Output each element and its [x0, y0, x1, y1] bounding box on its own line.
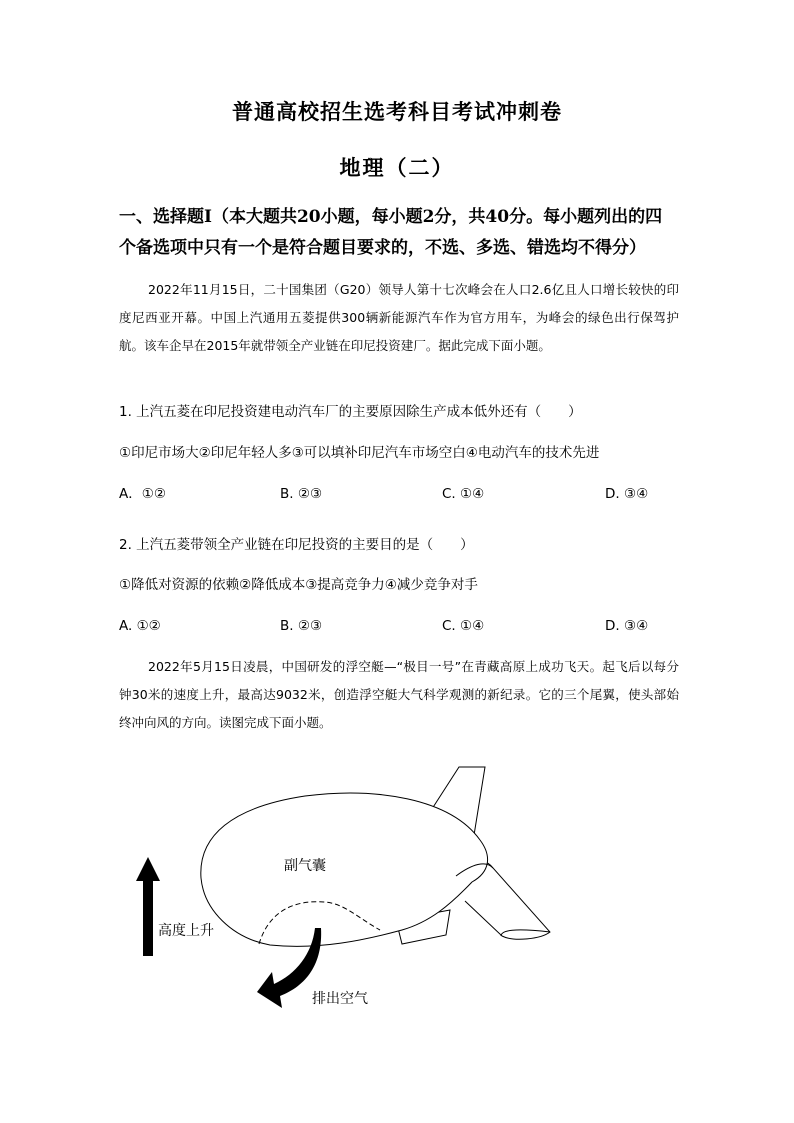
- question-1-stem: 1. 上汽五菱在印尼投资建电动汽车厂的主要原因除生产成本低外还有（ ）: [119, 404, 582, 420]
- section-heading: 一、选择题Ⅰ（本大题共20小题，每小题2分，共40分。每小题列出的四个备选项中只有一个是符合题目要求的，不选、多选、错选均不得分）: [119, 207, 663, 258]
- question-2-stem: 2. 上汽五菱带领全产业链在印尼投资的主要目的是（ ）: [119, 537, 474, 553]
- passage-text: 2022年11月15日，二十国集团（G20）领导人第十七次峰会在人口2.6亿且人口增长较快的印度尼西亚开幕。中国上汽通用五菱提供300辆新能源汽车作为官方用车，为峰会的绿色出行保驾护航。该车企早在2015年就带领全产业链在印尼投资建厂。据此完成下面小题。: [119, 282, 679, 353]
- choice-c: C. ①④: [442, 618, 485, 634]
- question-1-statements: ①印尼市场大②印尼年轻人多③可以填补印尼汽车市场空白④电动汽车的技术先进: [119, 445, 600, 461]
- exhaust-air-label: 排出空气: [312, 991, 368, 1007]
- choice-a: A. ①②: [119, 618, 161, 634]
- question-2-statements: ①降低对资源的依赖②降低成本③提高竞争力④减少竞争对手: [119, 577, 478, 593]
- question-2-choices: [119, 616, 679, 636]
- subject-title: 地理（二）: [339, 155, 455, 180]
- up-arrow-icon: [136, 857, 160, 956]
- choice-b: B. ②③: [280, 618, 323, 634]
- passage-text: 2022年5月15日凌晨，中国研发的浮空艇—“极目一号”在青藏高原上成功飞天。起飞后以每分钟30米的速度上升，最高达9032米，创造浮空艇大气科学观测的新纪录。它的三个尾翼，使头部始终冲向风的方向。读图完成下面小题。: [119, 659, 679, 730]
- question-1-choices: [119, 484, 679, 504]
- altitude-rise-label: 高度上升: [158, 923, 214, 939]
- exam-title: 普通高校招生选考科目考试冲刺卷: [232, 99, 562, 124]
- choice-d: D. ③④: [605, 618, 649, 634]
- choice-c: C. ①④: [442, 486, 485, 502]
- aerostat-figure: [120, 760, 560, 1030]
- choice-d: D. ③④: [605, 486, 649, 502]
- ballonet-label: 副气囊: [284, 858, 326, 874]
- choice-b: B. ②③: [280, 486, 323, 502]
- choice-a: A．①②: [119, 486, 166, 502]
